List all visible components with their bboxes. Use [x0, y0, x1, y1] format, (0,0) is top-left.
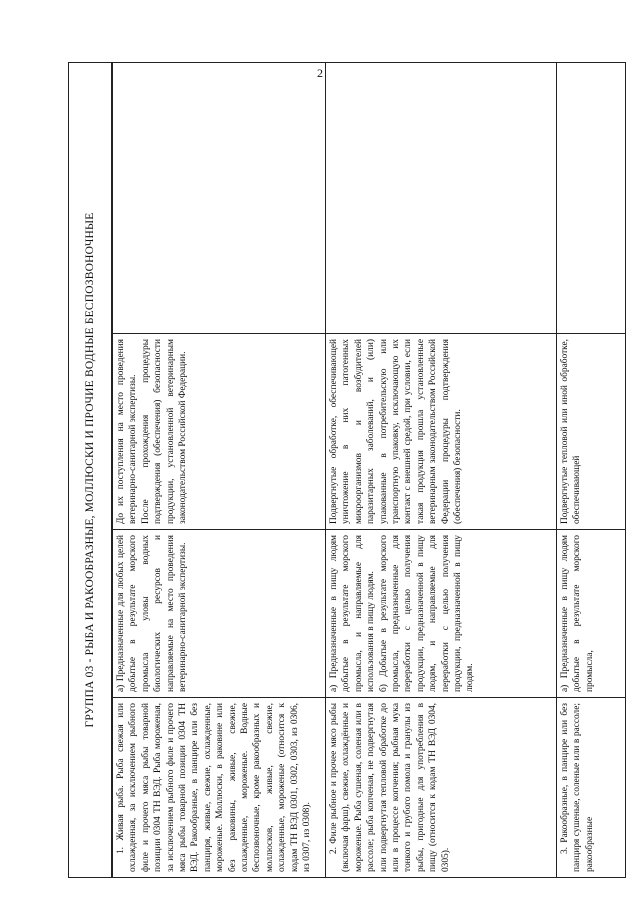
page-number: 2	[317, 66, 323, 80]
condition-cell	[557, 334, 626, 530]
product-text: 3. Ракообразные, в панцире или без панциря сушеные, соленые или в рассоле; ракообразные	[560, 703, 595, 872]
rotated-table-area	[68, 62, 612, 878]
purpose-cell	[326, 530, 557, 698]
purpose-cell	[113, 530, 326, 698]
purpose-text: а) Предназначенные для любых целей добытые в результате морского промысла уловы водных биологических ресурсов и направляемые на место проведения ветеринарно-санитарной экспертизы.	[116, 535, 189, 692]
product-cell	[557, 698, 626, 878]
purpose-text: а) Предназначенные в пищу людям добытые в результате морского промысла,	[560, 535, 595, 692]
condition-text: Подвергнутые обработке, обеспечивающей уничтожение в них патогенных микроорганизмов и возбудителей паразитарных заболеваний, и (или) упакованные в потребительскую или транспортную упаковку, исключающую их контакт с внешней средой, при условии, если такая продукция прошла установленные ветеринарным законодательством Российской Федерации процедуры подтверждения (обеспечения) безопасности.	[329, 339, 464, 524]
product-text: 2. Филе рыбное и прочее мясо рыбы (включая фарш), свежие, охлаждённые и мороженые. Рыба сушеная, соленая или в рассоле; рыба копченая, не подвергнутая или подвергнутая тепловой обработке до или в процессе копчения; рыбная мука тонкого и грубого помола и гранулы из рыбы, пригодные для употребления в пищу (относится к кодам ТН ВЭД 0304, 0305).	[329, 703, 451, 872]
table-row	[113, 63, 326, 878]
condition-cell	[326, 334, 557, 530]
purpose-cell	[557, 530, 626, 698]
empty-cell	[557, 63, 626, 334]
product-table	[112, 62, 626, 878]
condition-cell	[113, 334, 326, 530]
condition-text: Подвергнутые тепловой или иной обработке, обеспечивающей	[560, 339, 583, 524]
empty-cell	[326, 63, 557, 334]
empty-cell	[113, 63, 326, 334]
condition-text: До их поступления на место проведения ветеринарно-санитарной экспертизы. После прохождения процедуры подтверждения (обеспечения) безопасности продукции, установленной ветеринарным законодательством Российской Федерации.	[116, 339, 189, 524]
group-title: ГРУППА 03 - РЫБА И РАКООБРАЗНЫЕ, МОЛЛЮСКИ И ПРОЧИЕ ВОДНЫЕ БЕСПОЗВОНОЧНЫЕ	[68, 62, 112, 878]
product-cell	[326, 698, 557, 878]
product-cell	[113, 698, 326, 878]
table-row	[557, 63, 626, 878]
table-row	[326, 63, 557, 878]
product-text: 1. Живая рыба. Рыба свежая или охлажденная, за исключением рыбного филе и прочего мяса рыбы товарной позиции 0304 ТН ВЭД. Рыба мороженая, за исключением рыбного филе и прочего мяса рыбы товарной позиции 0304 ТН ВЭД. Ракообразные, в панцире или без панциря, живые, свежие, охлажденные, мороженые. Моллюски, в раковине или без раковины, живые, свежие, охлажденные, мороженые. Водные беспозвоночные, кроме ракообразных и моллюсков, живые, свежие, охлажденные, мороженые (относится к кодам ТН ВЭД 0301, 0302, 0303, из 0306, из 0307, из 0308).	[116, 703, 313, 872]
purpose-text: а) Предназначенные в пищу людям добытые в результате морского промысла, и направляемые для использования в пищу людям. б) Добытые в результате морского промысла, предназначенные для переработки с целью получения продукции, предназначенной в пищу людям, и направляемые для переработки с целью получения продукции, предназначенной в пищу людям.	[329, 535, 476, 692]
